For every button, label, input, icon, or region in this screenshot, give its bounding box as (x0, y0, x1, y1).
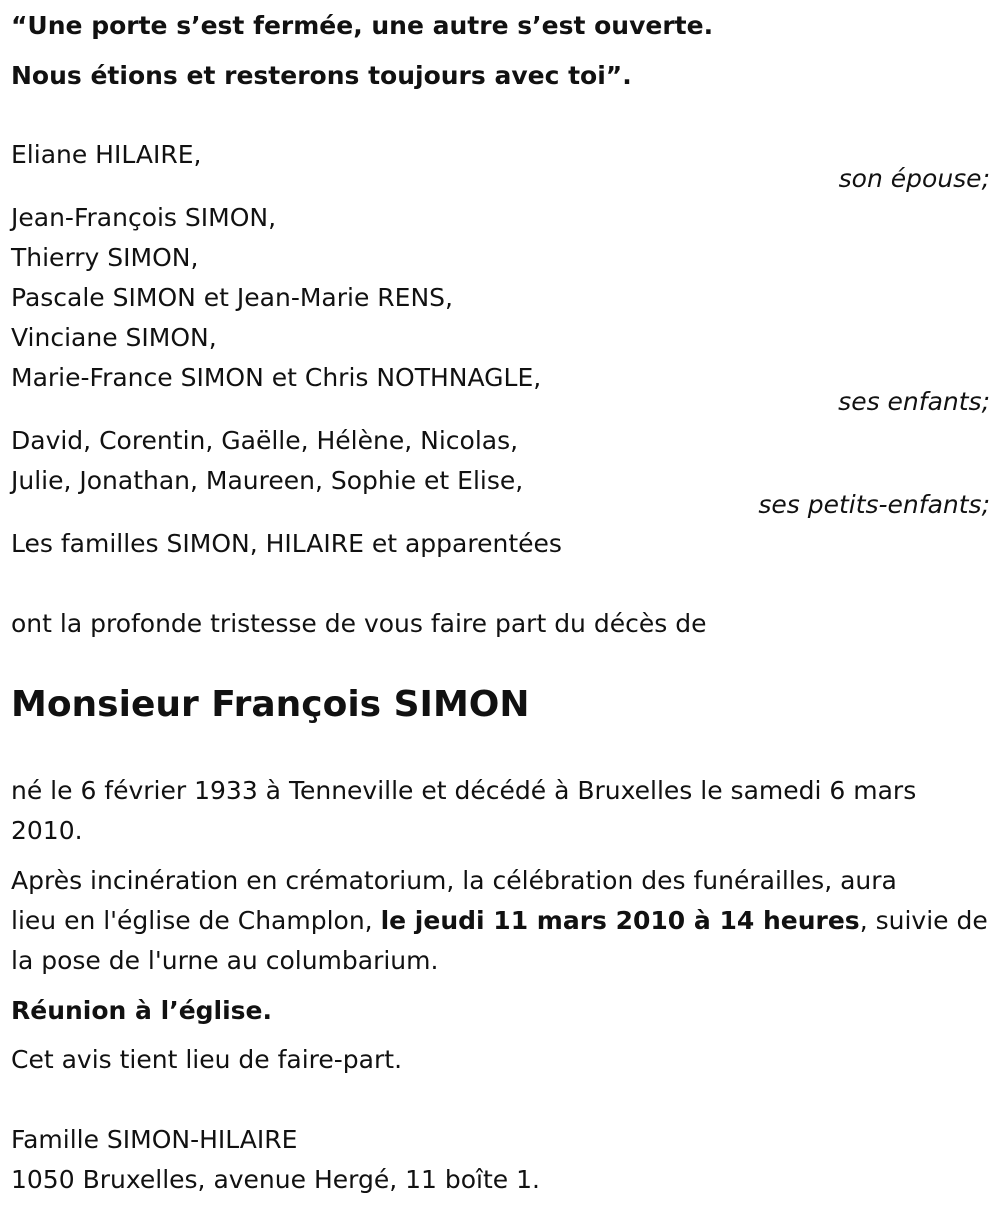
child-name: Vinciane SIMON, (11, 323, 217, 352)
grandchildren-line: David, Corentin, Gaëlle, Hélène, Nicolas, (11, 426, 519, 455)
contact-address: 1050 Bruxelles, avenue Hergé, 11 boîte 1. (11, 1165, 540, 1194)
quote-line-2: Nous étions et resterons toujours avec toi”. (11, 61, 632, 90)
contact-name: Famille SIMON-HILAIRE (11, 1125, 298, 1154)
notice-text: Cet avis tient lieu de faire-part. (11, 1045, 403, 1074)
ceremony-line-3: la pose de l'urne au columbarium. (11, 946, 439, 975)
spouse-name: Eliane HILAIRE, (11, 140, 202, 169)
grandchildren-role: ses petits-enfants; (758, 490, 990, 519)
ceremony-line-1: Après incinération en crématorium, la célébration des funérailles, aura (11, 866, 897, 895)
ceremony-date-time: le jeudi 11 mars 2010 à 14 heures (380, 906, 860, 935)
ceremony-line-2 (11, 906, 988, 936)
ceremony-continuation: , suivie de (859, 906, 988, 935)
child-name: Pascale SIMON et Jean-Marie RENS, (11, 283, 453, 312)
families-line: Les familles SIMON, HILAIRE et apparentées (11, 529, 562, 558)
spouse-role: son épouse; (838, 164, 990, 193)
birth-death-line-1: né le 6 février 1933 à Tenneville et décédé à Bruxelles le samedi 6 mars (11, 776, 917, 805)
birth-death-line-2: 2010. (11, 816, 83, 845)
deceased-name: Monsieur François SIMON (11, 684, 530, 725)
child-name: Jean-François SIMON, (11, 203, 277, 232)
announcement-text: ont la profonde tristesse de vous faire part du décès de (11, 609, 707, 638)
children-role: ses enfants; (838, 387, 990, 416)
ceremony-place: lieu en l'église de Champlon, (11, 906, 381, 935)
child-name: Marie-France SIMON et Chris NOTHNAGLE, (11, 363, 542, 392)
grandchildren-line: Julie, Jonathan, Maureen, Sophie et Elise, (11, 466, 524, 495)
quote-line-1: “Une porte s’est fermée, une autre s’est ouverte. (11, 11, 714, 40)
child-name: Thierry SIMON, (11, 243, 199, 272)
meeting-note: Réunion à l’église. (11, 996, 273, 1025)
